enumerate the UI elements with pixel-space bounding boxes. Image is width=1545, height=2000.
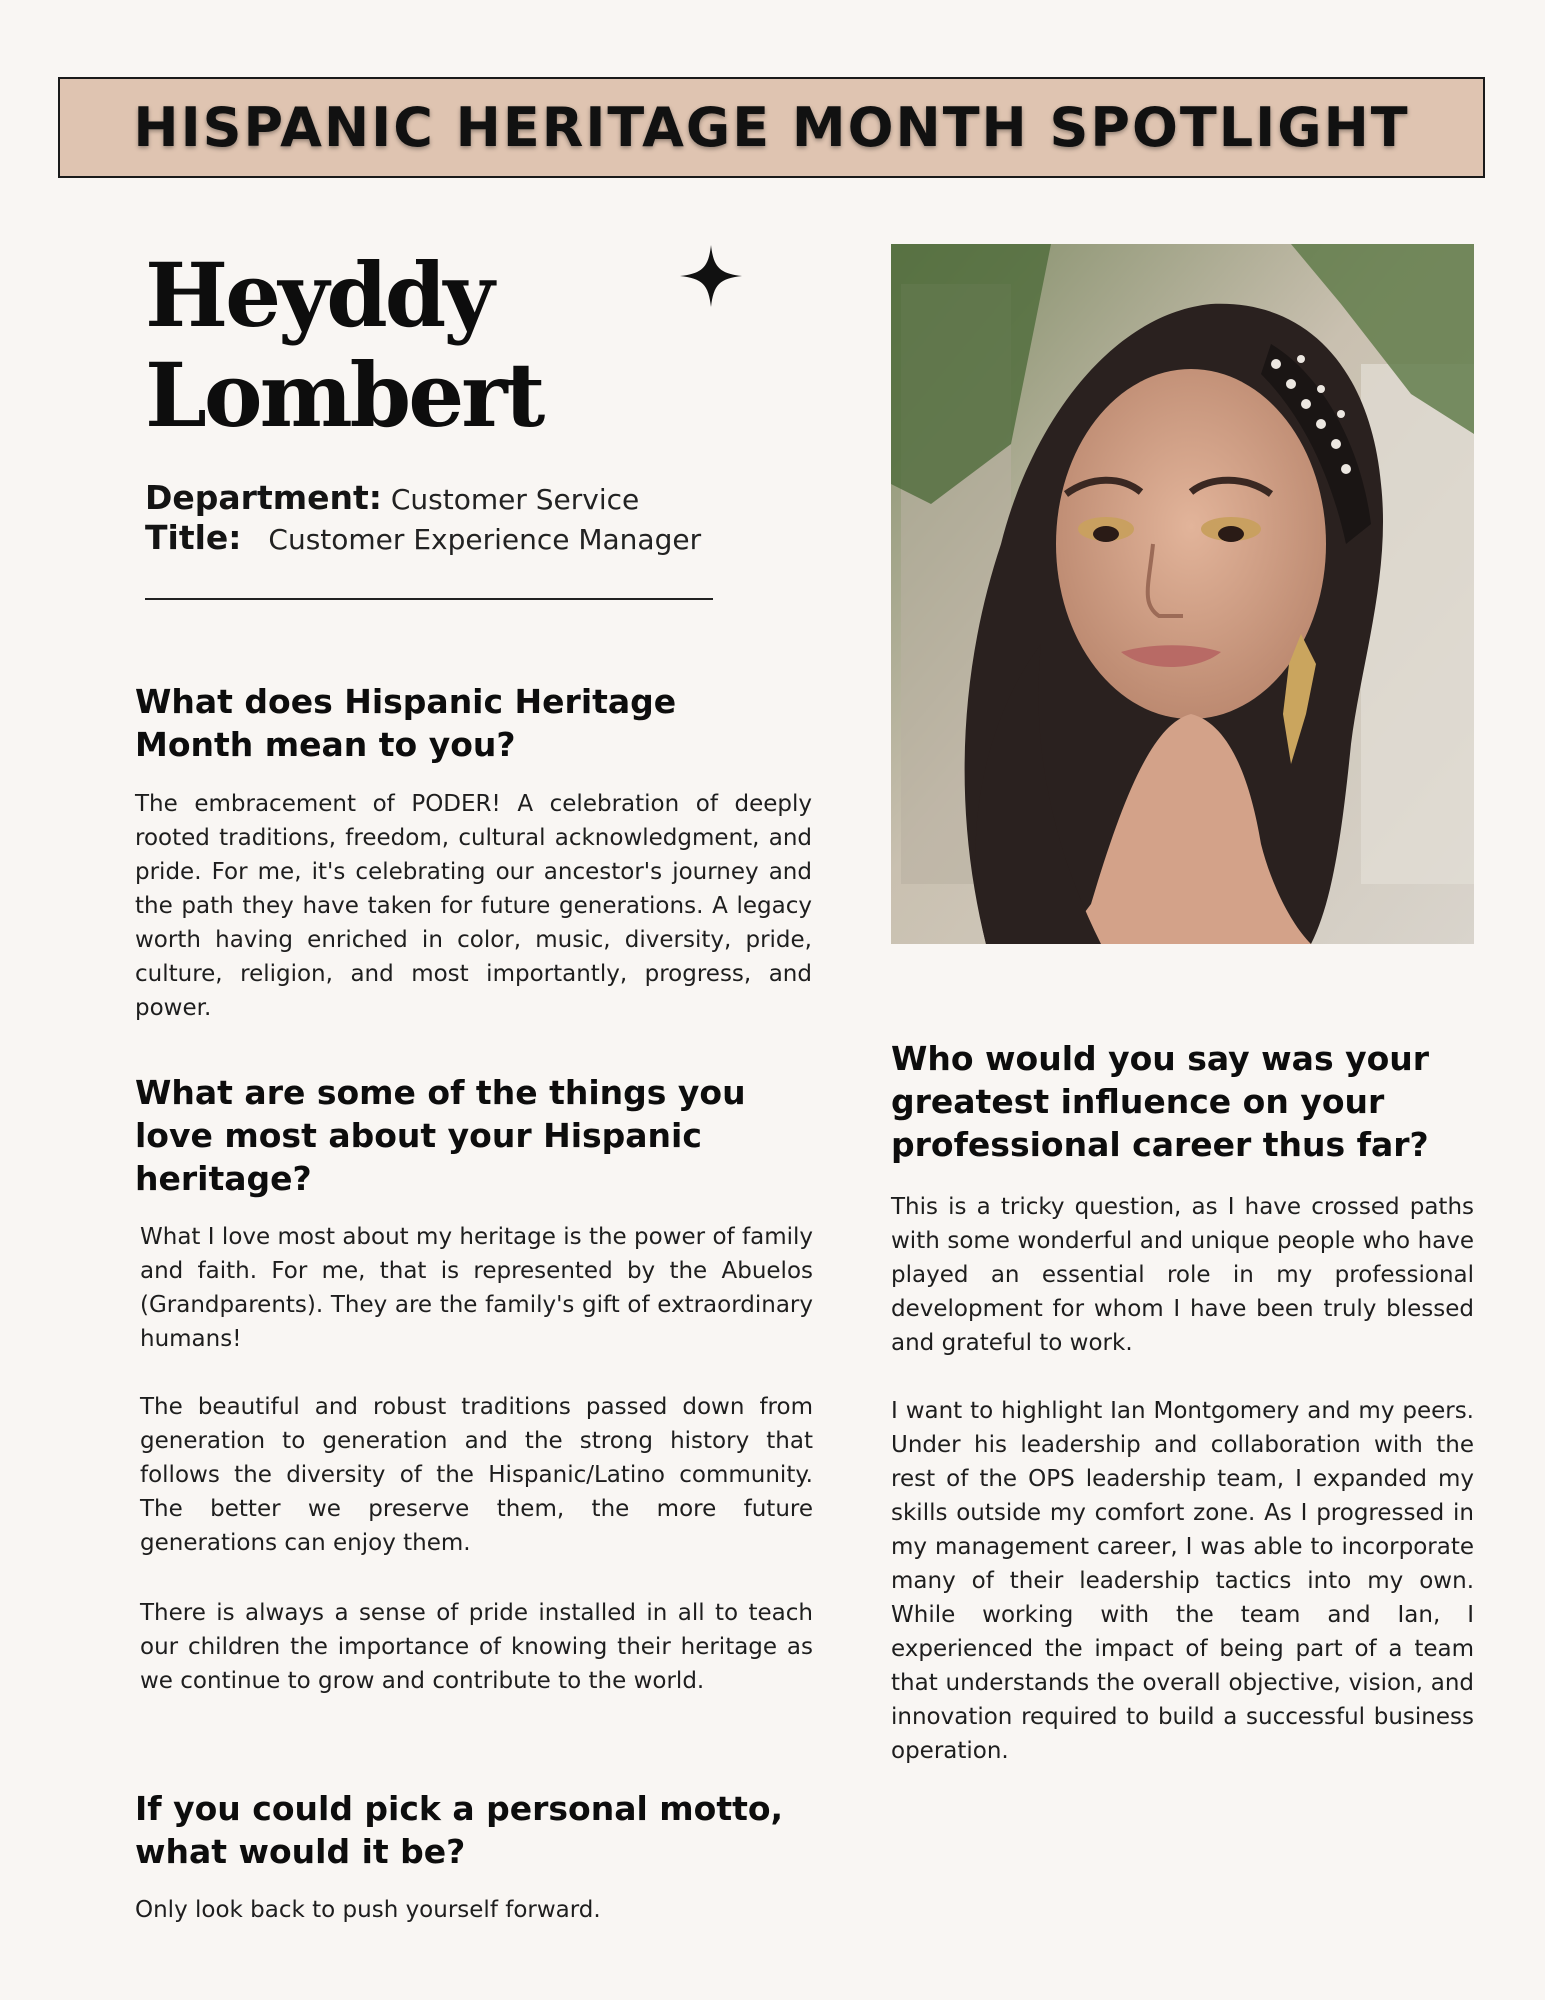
answer-greatest-influence-p2: I want to highlight Ian Montgomery and my peers. Under his leadership and collaboration with the rest of the OPS leadership team, I expanded my skills outside my comfort zone. As I progressed in my management career, I was able to incorporate many of their leadership tactics into my own. While working with the team and Ian, I experienced the impact of being part of a team that understands the overall objective, vision, and innovation required to build a successful business operation. <box>891 1398 1474 1764</box>
first-name: Heyddy <box>145 243 492 347</box>
question-greatest-influence: Who would you say was your greatest influence on your professional career thus far? <box>891 1039 1430 1164</box>
question-love-heritage: What are some of the things you love most about your Hispanic heritage? <box>135 1073 746 1198</box>
department-row <box>145 478 639 517</box>
answer-motto: Only look back to push yourself forward. <box>135 1897 601 1923</box>
answer-heritage-meaning: The embracement of PODER! A celebration of deeply rooted traditions, freedom, cultural acknowledgment, and pride. For me, it's celebrating our ancestor's journey and the path they have taken for future generations. A legacy worth having enriched in color, music, diversity, pride, culture, religion, and most importantly, progress, and power. <box>135 791 812 1021</box>
last-name: Lombert <box>145 343 543 447</box>
portrait-photo <box>891 244 1474 944</box>
banner-title: HISPANIC HERITAGE MONTH SPOTLIGHT <box>133 96 1410 159</box>
title-label: Title: <box>145 518 242 557</box>
divider <box>145 598 713 600</box>
title-row <box>145 518 701 557</box>
title-value: Customer Experience Manager <box>268 523 702 556</box>
four-point-star-icon <box>680 245 742 307</box>
question-heritage-meaning: What does Hispanic Heritage Month mean to you? <box>135 682 677 764</box>
profile-name <box>145 245 542 445</box>
answer-greatest-influence-p1: This is a tricky question, as I have crossed paths with some wonderful and unique people who have played an essential role in my professional development for whom I have been truly blessed and grateful to work. <box>891 1194 1474 1356</box>
question-motto: If you could pick a personal motto, what would it be? <box>135 1789 784 1871</box>
portrait-illustration <box>891 244 1474 944</box>
answer-love-heritage-p2: The beautiful and robust traditions passed down from generation to generation and the strong history that follows the diversity of the Hispanic/Latino community. The better we preserve them, the more future generations can enjoy them. <box>140 1394 813 1556</box>
department-label: Department: <box>145 478 382 517</box>
department-value: Customer Service <box>390 483 640 516</box>
answer-love-heritage-p3: There is always a sense of pride installed in all to teach our children the importance of knowing their heritage as we continue to grow and contribute to the world. <box>140 1600 813 1694</box>
title-banner <box>58 77 1485 178</box>
answer-love-heritage-p1: What I love most about my heritage is the power of family and faith. For me, that is represented by the Abuelos (Grandparents). They are the family's gift of extraordinary humans! <box>140 1224 813 1352</box>
